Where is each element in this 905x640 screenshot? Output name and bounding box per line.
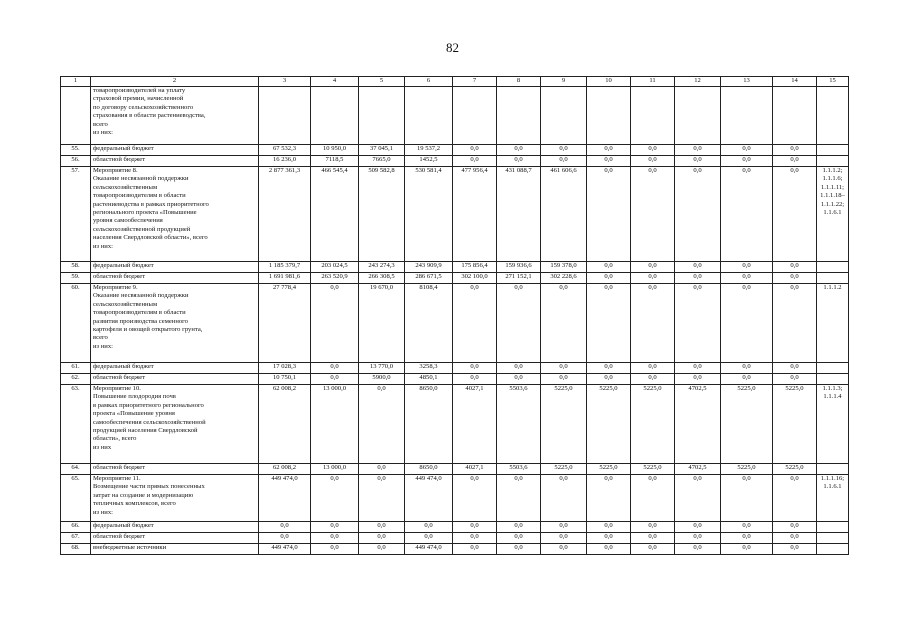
- reference-cell: 1.1.1.2: [817, 284, 849, 363]
- description-cell: Мероприятие 8. Оказание несвязанной поддержки сельскохозяйственным товаропроизводителям в области растениеводства в рамках приоритетного регионального проекта «Повышение уровня самообеспечения сельскохозяйственной продукцией населения Свердловской области», всего из них:: [91, 167, 259, 262]
- value-cell: [311, 87, 359, 145]
- table-row: [61, 145, 849, 156]
- description-cell: федеральный бюджет: [91, 363, 259, 374]
- value-cell: 203 024,5: [311, 262, 359, 273]
- value-cell: 0,0: [631, 145, 675, 156]
- value-cell: 466 545,4: [311, 167, 359, 262]
- value-cell: 1 691 981,6: [259, 273, 311, 284]
- value-cell: 0,0: [773, 475, 817, 522]
- value-cell: 0,0: [773, 145, 817, 156]
- table-row: [61, 87, 849, 145]
- value-cell: 0,0: [773, 533, 817, 544]
- value-cell: 0,0: [405, 522, 453, 533]
- value-cell: 0,0: [453, 522, 497, 533]
- row-number-cell: 57.: [61, 167, 91, 262]
- description-cell: областной бюджет: [91, 374, 259, 385]
- value-cell: 13 770,0: [359, 363, 405, 374]
- row-number-cell: 60.: [61, 284, 91, 363]
- value-cell: 0,0: [675, 273, 721, 284]
- value-cell: 0,0: [773, 167, 817, 262]
- reference-cell: [817, 363, 849, 374]
- value-cell: 0,0: [675, 363, 721, 374]
- value-cell: [675, 87, 721, 145]
- value-cell: 7665,0: [359, 156, 405, 167]
- value-cell: 0,0: [631, 522, 675, 533]
- value-cell: 0,0: [721, 273, 773, 284]
- value-cell: 0,0: [311, 363, 359, 374]
- value-cell: 0,0: [721, 167, 773, 262]
- table-row: [61, 374, 849, 385]
- value-cell: [453, 87, 497, 145]
- value-cell: 0,0: [773, 284, 817, 363]
- value-cell: 0,0: [587, 145, 631, 156]
- reference-cell: [817, 533, 849, 544]
- row-number-cell: 68.: [61, 544, 91, 555]
- row-number-cell: 67.: [61, 533, 91, 544]
- value-cell: 0,0: [773, 156, 817, 167]
- value-cell: 5225,0: [721, 385, 773, 464]
- value-cell: 3258,3: [405, 363, 453, 374]
- description-cell: Мероприятие 11. Возмещение части прямых понесенных затрат на создание и модернизацию тепличных комплексов, всего из них:: [91, 475, 259, 522]
- value-cell: 10 750,1: [259, 374, 311, 385]
- value-cell: 4027,1: [453, 464, 497, 475]
- value-cell: 37 045,1: [359, 145, 405, 156]
- value-cell: 0,0: [311, 544, 359, 555]
- table-row: [61, 363, 849, 374]
- value-cell: 5225,0: [773, 385, 817, 464]
- value-cell: 0,0: [359, 385, 405, 464]
- value-cell: 0,0: [497, 475, 541, 522]
- table-row: [61, 533, 849, 544]
- value-cell: 0,0: [259, 522, 311, 533]
- column-number: 1: [61, 77, 91, 87]
- column-number: 13: [721, 77, 773, 87]
- value-cell: 0,0: [497, 363, 541, 374]
- row-number-cell: 61.: [61, 363, 91, 374]
- page-number: 82: [446, 40, 459, 55]
- value-cell: 0,0: [497, 145, 541, 156]
- value-cell: 0,0: [675, 145, 721, 156]
- value-cell: 0,0: [675, 167, 721, 262]
- column-number: 15: [817, 77, 849, 87]
- value-cell: 0,0: [497, 533, 541, 544]
- column-number: 14: [773, 77, 817, 87]
- value-cell: 0,0: [497, 284, 541, 363]
- reference-cell: [817, 156, 849, 167]
- column-number: 3: [259, 77, 311, 87]
- row-number-cell: 59.: [61, 273, 91, 284]
- table-row: [61, 385, 849, 464]
- table-body: [61, 87, 849, 555]
- value-cell: 263 520,9: [311, 273, 359, 284]
- reference-cell: [817, 87, 849, 145]
- column-number: 5: [359, 77, 405, 87]
- value-cell: 0,0: [631, 262, 675, 273]
- value-cell: 0,0: [359, 475, 405, 522]
- column-number: 6: [405, 77, 453, 87]
- description-cell: Мероприятие 10. Повышение плодородия почв в рамках приоритетного регионального проекта «Повышение уровня самообеспечения сельскохозяйственной продукцией населения Свердловской области», всего из них: [91, 385, 259, 464]
- value-cell: 449 474,0: [259, 544, 311, 555]
- value-cell: 0,0: [631, 475, 675, 522]
- row-number-cell: 63.: [61, 385, 91, 464]
- column-number: 8: [497, 77, 541, 87]
- value-cell: 0,0: [541, 533, 587, 544]
- column-number: 7: [453, 77, 497, 87]
- value-cell: 0,0: [675, 544, 721, 555]
- value-cell: 0,0: [587, 374, 631, 385]
- value-cell: 286 671,5: [405, 273, 453, 284]
- description-cell: областной бюджет: [91, 273, 259, 284]
- column-number: 10: [587, 77, 631, 87]
- reference-cell: 1.1.1.2; 1.1.1.6; 1.1.1.11; 1.1.1.18– 1.1.1.22; 1.1.6.1: [817, 167, 849, 262]
- value-cell: 67 532,3: [259, 145, 311, 156]
- value-cell: 62 008,2: [259, 464, 311, 475]
- column-number: 9: [541, 77, 587, 87]
- value-cell: 8650,0: [405, 385, 453, 464]
- value-cell: 0,0: [541, 284, 587, 363]
- value-cell: 0,0: [541, 374, 587, 385]
- column-number: 12: [675, 77, 721, 87]
- value-cell: 0,0: [453, 156, 497, 167]
- value-cell: 0,0: [675, 156, 721, 167]
- value-cell: 0,0: [773, 522, 817, 533]
- description-cell: Мероприятие 9. Оказание несвязанной поддержки сельскохозяйственным товаропроизводителям в области развития производства семенного картофеля и овощей открытого грунта, всего из них:: [91, 284, 259, 363]
- value-cell: 10 950,0: [311, 145, 359, 156]
- value-cell: 0,0: [311, 374, 359, 385]
- value-cell: 5225,0: [587, 464, 631, 475]
- reference-cell: [817, 374, 849, 385]
- value-cell: 449 474,0: [405, 475, 453, 522]
- value-cell: 0,0: [453, 284, 497, 363]
- value-cell: [587, 87, 631, 145]
- value-cell: 0,0: [721, 522, 773, 533]
- value-cell: 0,0: [541, 544, 587, 555]
- value-cell: 302 228,6: [541, 273, 587, 284]
- reference-cell: 1.1.1.16; 1.1.6.1: [817, 475, 849, 522]
- value-cell: 0,0: [631, 167, 675, 262]
- value-cell: 0,0: [773, 374, 817, 385]
- value-cell: 1 185 379,7: [259, 262, 311, 273]
- table-row: [61, 167, 849, 262]
- table-row: [61, 475, 849, 522]
- value-cell: 13 000,0: [311, 464, 359, 475]
- value-cell: 5225,0: [541, 385, 587, 464]
- value-cell: 1452,5: [405, 156, 453, 167]
- reference-cell: [817, 273, 849, 284]
- description-cell: федеральный бюджет: [91, 522, 259, 533]
- value-cell: 0,0: [359, 544, 405, 555]
- value-cell: 0,0: [453, 363, 497, 374]
- value-cell: 0,0: [359, 464, 405, 475]
- value-cell: [259, 87, 311, 145]
- value-cell: 0,0: [721, 262, 773, 273]
- row-number-cell: 58.: [61, 262, 91, 273]
- value-cell: 0,0: [631, 156, 675, 167]
- value-cell: [497, 87, 541, 145]
- value-cell: 0,0: [773, 363, 817, 374]
- reference-cell: [817, 262, 849, 273]
- value-cell: 0,0: [773, 262, 817, 273]
- value-cell: 0,0: [721, 475, 773, 522]
- value-cell: 0,0: [453, 544, 497, 555]
- column-number-row: [61, 77, 849, 87]
- value-cell: 0,0: [675, 522, 721, 533]
- value-cell: 0,0: [675, 533, 721, 544]
- table-row: [61, 284, 849, 363]
- value-cell: 0,0: [587, 156, 631, 167]
- value-cell: 509 582,8: [359, 167, 405, 262]
- value-cell: 0,0: [311, 522, 359, 533]
- value-cell: 0,0: [721, 156, 773, 167]
- value-cell: 13 000,0: [311, 385, 359, 464]
- value-cell: 0,0: [587, 522, 631, 533]
- value-cell: [721, 87, 773, 145]
- value-cell: 461 606,6: [541, 167, 587, 262]
- value-cell: [773, 87, 817, 145]
- row-number-cell: 65.: [61, 475, 91, 522]
- value-cell: 19 537,2: [405, 145, 453, 156]
- value-cell: 0,0: [631, 284, 675, 363]
- value-cell: 0,0: [311, 284, 359, 363]
- description-cell: федеральный бюджет: [91, 262, 259, 273]
- value-cell: [631, 87, 675, 145]
- value-cell: 0,0: [405, 533, 453, 544]
- value-cell: 0,0: [497, 374, 541, 385]
- value-cell: 0,0: [587, 533, 631, 544]
- value-cell: 0,0: [453, 145, 497, 156]
- value-cell: 0,0: [587, 544, 631, 555]
- value-cell: 0,0: [773, 273, 817, 284]
- reference-cell: [817, 522, 849, 533]
- value-cell: 266 308,5: [359, 273, 405, 284]
- value-cell: 0,0: [453, 475, 497, 522]
- value-cell: 0,0: [453, 374, 497, 385]
- reference-cell: [817, 145, 849, 156]
- description-cell: областной бюджет: [91, 156, 259, 167]
- description-cell: областной бюджет: [91, 533, 259, 544]
- reference-cell: 1.1.1.3; 1.1.1.4: [817, 385, 849, 464]
- row-number-cell: 66.: [61, 522, 91, 533]
- value-cell: 0,0: [587, 363, 631, 374]
- value-cell: 0,0: [587, 475, 631, 522]
- value-cell: 0,0: [541, 475, 587, 522]
- value-cell: 0,0: [631, 363, 675, 374]
- value-cell: 0,0: [675, 284, 721, 363]
- table-row: [61, 273, 849, 284]
- description-cell: внебюджетные источники: [91, 544, 259, 555]
- value-cell: 271 152,1: [497, 273, 541, 284]
- value-cell: 0,0: [541, 156, 587, 167]
- value-cell: 8108,4: [405, 284, 453, 363]
- value-cell: 159 378,0: [541, 262, 587, 273]
- value-cell: 5503,6: [497, 385, 541, 464]
- value-cell: 4850,1: [405, 374, 453, 385]
- row-number-cell: 55.: [61, 145, 91, 156]
- value-cell: 5225,0: [631, 464, 675, 475]
- table-row: [61, 156, 849, 167]
- value-cell: 0,0: [541, 145, 587, 156]
- value-cell: 5225,0: [773, 464, 817, 475]
- description-cell: товаропроизводителей на уплату страховой премии, начисленной по договору сельскохозяйственного страхования в области растениеводства, всего из них:: [91, 87, 259, 145]
- row-number-cell: 64.: [61, 464, 91, 475]
- value-cell: 0,0: [721, 374, 773, 385]
- value-cell: 0,0: [773, 544, 817, 555]
- column-number: 11: [631, 77, 675, 87]
- row-number-cell: 62.: [61, 374, 91, 385]
- value-cell: 17 028,3: [259, 363, 311, 374]
- value-cell: 0,0: [359, 533, 405, 544]
- value-cell: 0,0: [259, 533, 311, 544]
- value-cell: 0,0: [631, 544, 675, 555]
- value-cell: 0,0: [497, 156, 541, 167]
- value-cell: 5503,6: [497, 464, 541, 475]
- value-cell: 0,0: [453, 533, 497, 544]
- reference-cell: [817, 464, 849, 475]
- value-cell: 0,0: [721, 284, 773, 363]
- value-cell: 5225,0: [631, 385, 675, 464]
- value-cell: 0,0: [631, 533, 675, 544]
- value-cell: [541, 87, 587, 145]
- value-cell: 5225,0: [587, 385, 631, 464]
- value-cell: 175 856,4: [453, 262, 497, 273]
- value-cell: 0,0: [675, 475, 721, 522]
- reference-cell: [817, 544, 849, 555]
- value-cell: 0,0: [541, 363, 587, 374]
- value-cell: 243 274,3: [359, 262, 405, 273]
- value-cell: 7118,5: [311, 156, 359, 167]
- value-cell: [405, 87, 453, 145]
- value-cell: 449 474,0: [405, 544, 453, 555]
- value-cell: 62 008,2: [259, 385, 311, 464]
- row-number-cell: [61, 87, 91, 145]
- value-cell: 5225,0: [541, 464, 587, 475]
- value-cell: 16 236,0: [259, 156, 311, 167]
- value-cell: 449 474,0: [259, 475, 311, 522]
- value-cell: 4702,5: [675, 385, 721, 464]
- value-cell: 477 956,4: [453, 167, 497, 262]
- description-cell: областной бюджет: [91, 464, 259, 475]
- value-cell: 0,0: [497, 522, 541, 533]
- value-cell: 0,0: [587, 262, 631, 273]
- value-cell: 0,0: [675, 262, 721, 273]
- value-cell: 0,0: [721, 544, 773, 555]
- value-cell: 530 581,4: [405, 167, 453, 262]
- value-cell: 0,0: [587, 167, 631, 262]
- value-cell: 0,0: [587, 273, 631, 284]
- value-cell: 0,0: [721, 145, 773, 156]
- value-cell: 19 670,0: [359, 284, 405, 363]
- column-number: 2: [91, 77, 259, 87]
- row-number-cell: 56.: [61, 156, 91, 167]
- value-cell: 431 088,7: [497, 167, 541, 262]
- program-table: [60, 76, 849, 555]
- value-cell: 0,0: [541, 522, 587, 533]
- table-row: [61, 544, 849, 555]
- value-cell: 4027,1: [453, 385, 497, 464]
- value-cell: 159 936,6: [497, 262, 541, 273]
- table-row: [61, 262, 849, 273]
- value-cell: 0,0: [631, 374, 675, 385]
- value-cell: 5900,0: [359, 374, 405, 385]
- value-cell: 302 100,0: [453, 273, 497, 284]
- column-number: 4: [311, 77, 359, 87]
- table-row: [61, 464, 849, 475]
- value-cell: 243 909,9: [405, 262, 453, 273]
- value-cell: 0,0: [721, 533, 773, 544]
- table-row: [61, 522, 849, 533]
- value-cell: 2 877 361,3: [259, 167, 311, 262]
- value-cell: 0,0: [359, 522, 405, 533]
- value-cell: 0,0: [497, 544, 541, 555]
- value-cell: 0,0: [587, 284, 631, 363]
- description-cell: федеральный бюджет: [91, 145, 259, 156]
- value-cell: 0,0: [311, 475, 359, 522]
- value-cell: 0,0: [311, 533, 359, 544]
- value-cell: 0,0: [675, 374, 721, 385]
- value-cell: 4702,5: [675, 464, 721, 475]
- value-cell: [359, 87, 405, 145]
- value-cell: 0,0: [721, 363, 773, 374]
- value-cell: 27 778,4: [259, 284, 311, 363]
- value-cell: 5225,0: [721, 464, 773, 475]
- value-cell: 0,0: [631, 273, 675, 284]
- value-cell: 8650,0: [405, 464, 453, 475]
